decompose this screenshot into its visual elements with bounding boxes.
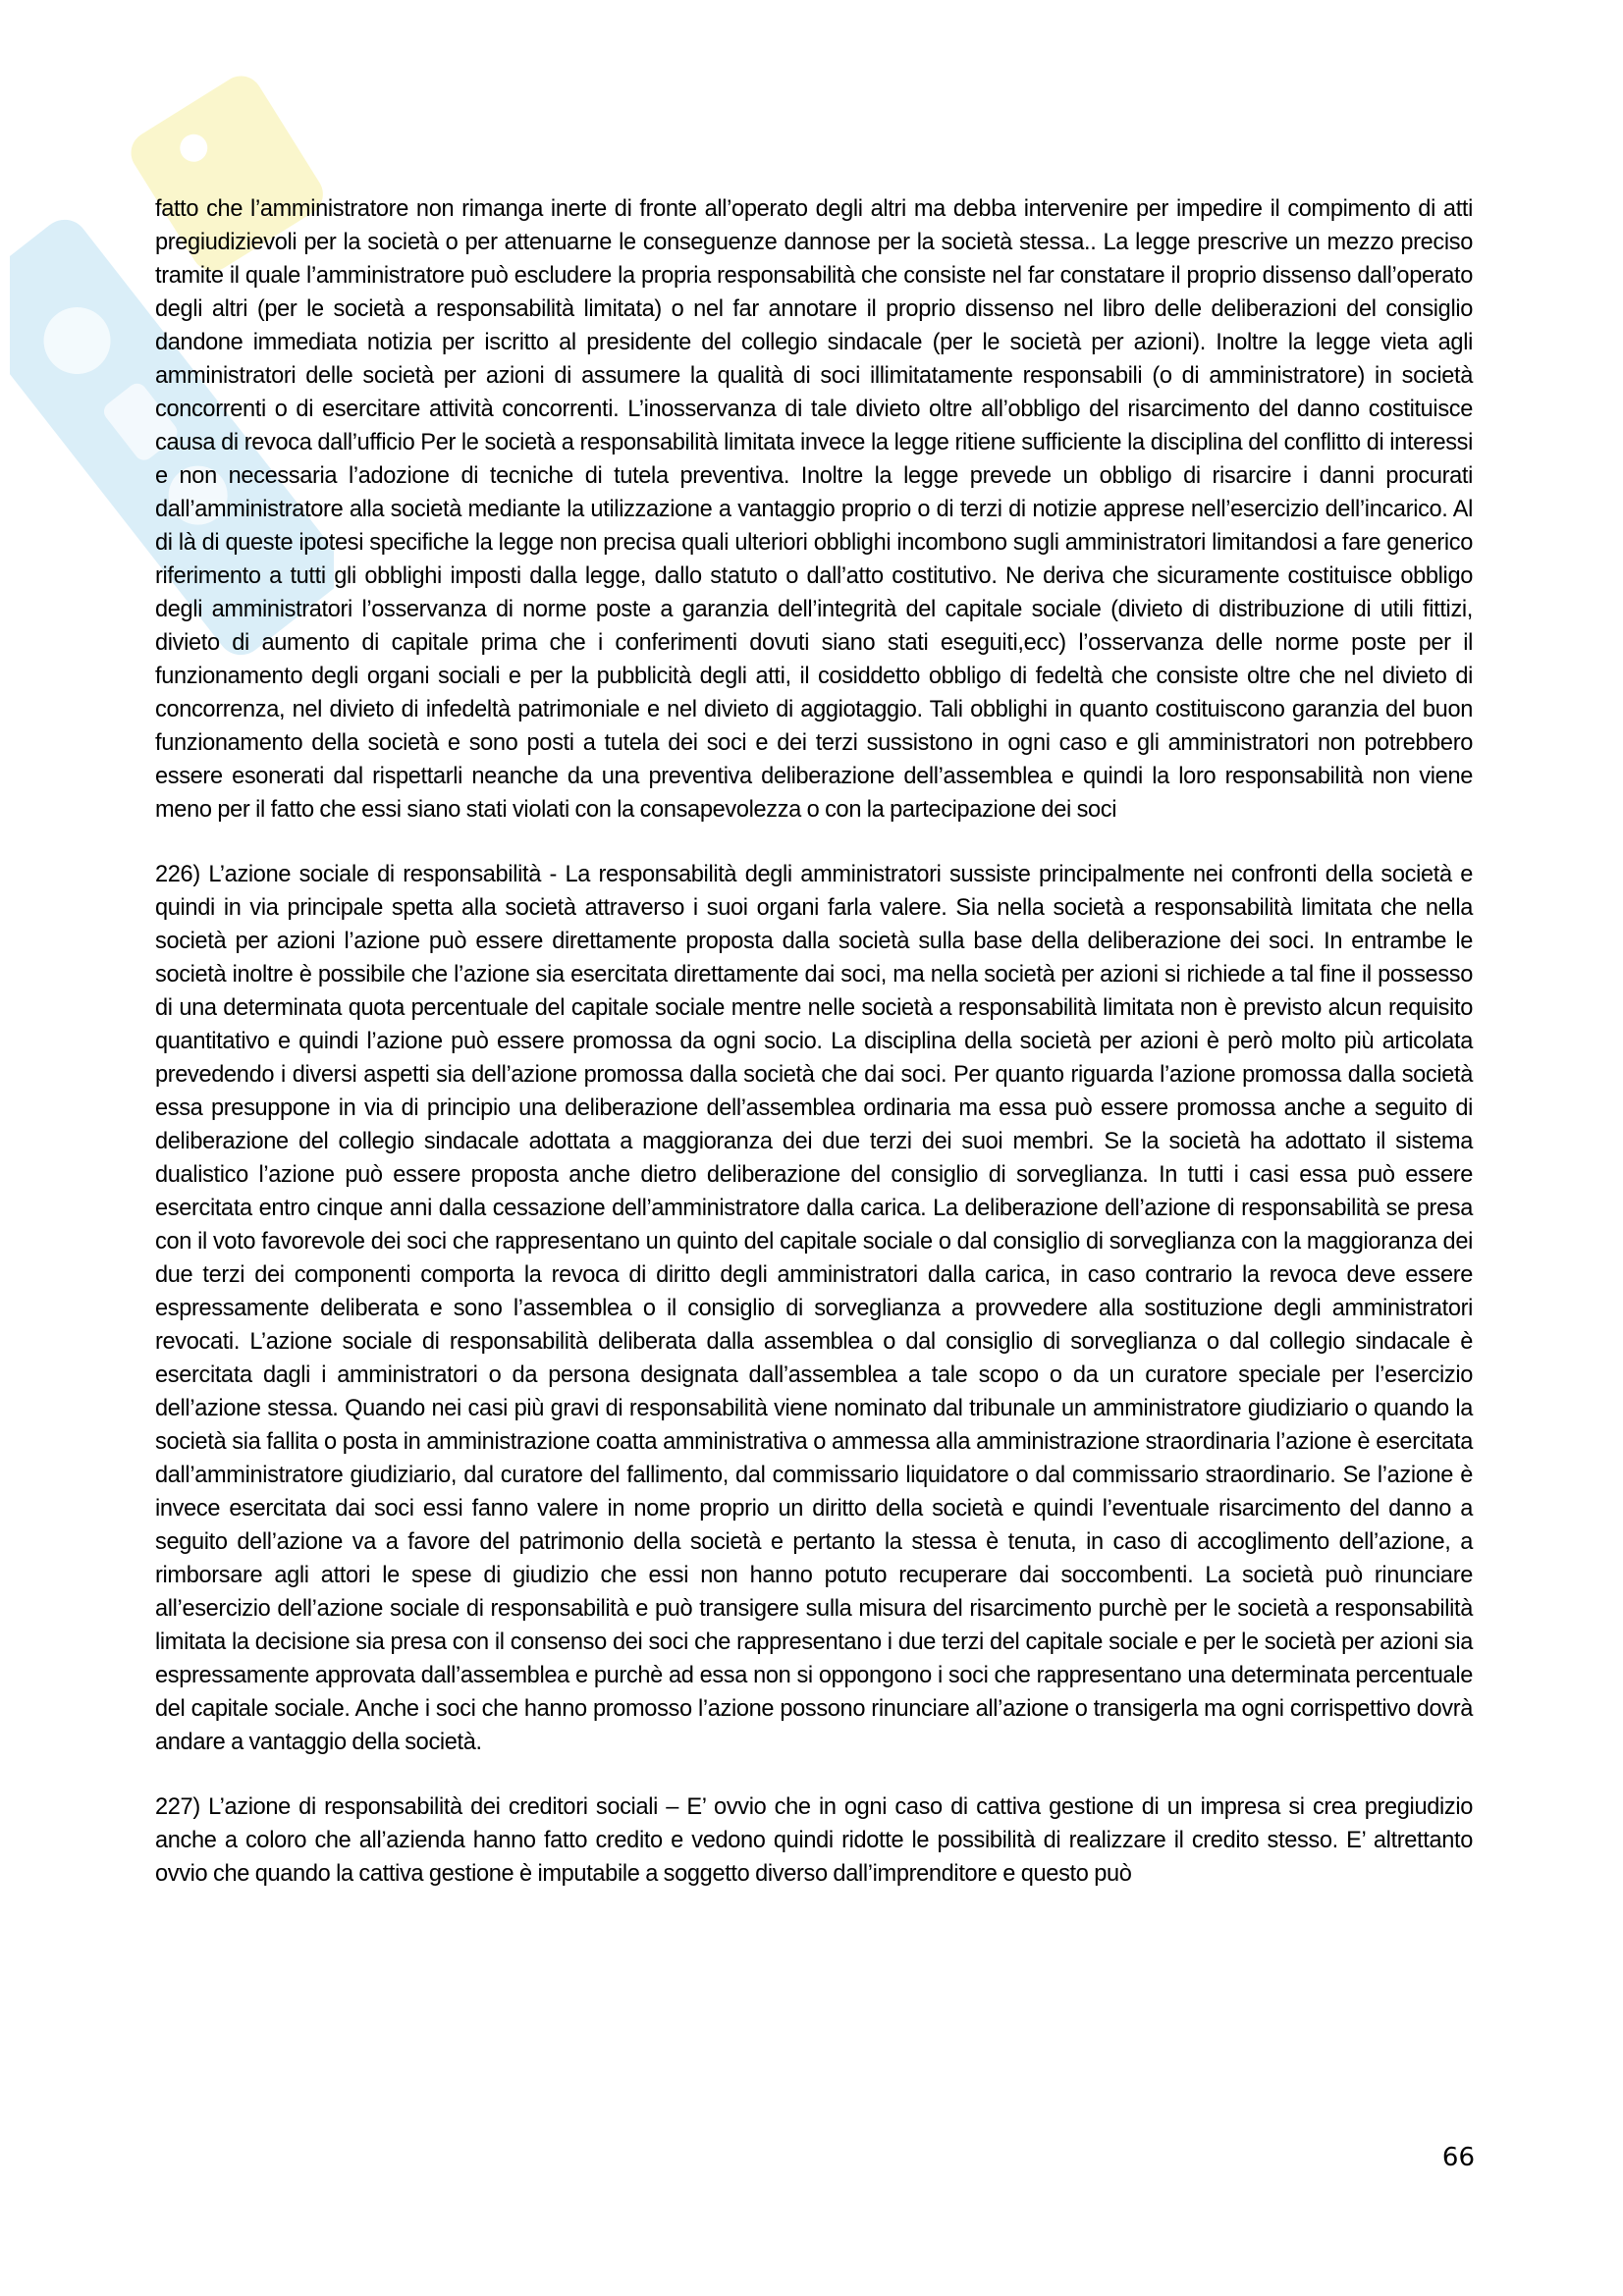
page-number: 66 [1441, 2143, 1475, 2172]
paragraph-azione-creditori-sociali: 227) L’azione di responsabilità dei creditori sociali – E’ ovvio che in ogni caso di cattiva gestione di un impresa si crea pregiudizio anche a coloro che all’azienda hanno fatto credito e vedono quindi ridotte le possibilità di realizzare il credito stesso. E’ altrettanto ovvio che quando la cattiva gestione è imputabile a soggetto diverso dall’imprenditore e questo può [155, 1794, 1473, 1887]
document-body [155, 192, 1473, 1922]
paragraph-obblighi-amministratori: fatto che l’amministratore non rimanga inerte di fronte all’operato degli altri ma debba intervenire per impedire il compimento di atti pregiudizievoli per la società o per attenuarne le conseguenze dannose per la società stessa.. La legge prescrive un mezzo preciso tramite il quale l’amministratore può escludere la propria responsabilità che consiste nel far constatare il proprio dissenso dall’operato degli altri (per le società a responsabilità limitata) o nel far annotare il proprio dissenso nel libro delle deliberazioni del consiglio dandone immediata notizia per iscritto al presidente del collegio sindacale (per le società per azioni). Inoltre la legge vieta agli amministratori delle società per azioni di assumere la qualità di soci illimitatamente responsabili (o di amministratore) in società concorrenti o di esercitare attività concorrenti. L’inosservanza di tale divieto oltre all’obbligo del risarcimento del danno costituisce causa di revoca dall’ufficio Per le società a responsabilità limitata invece la legge ritiene sufficiente la disciplina del conflitto di interessi e non necessaria l’adozione di tecniche di tutela preventiva. Inoltre la legge prevede un obbligo di risarcire i danni procurati dall’amministratore alla società mediante la utilizzazione a vantaggio proprio o di terzi di notizie apprese nell’esercizio dell’incarico. Al di là di queste ipotesi specifiche la legge non precisa quali ulteriori obblighi incombono sugli amministratori limitandosi a fare generico riferimento a tutti gli obblighi imposti dalla legge, dallo statuto o dall’atto costitutivo. Ne deriva che sicuramente costituisce obbligo degli amministratori l’osservanza di norme poste a garanzia dell’integrità del capitale sociale (divieto di distribuzione di utili fittizi, divieto di aumento di capitale prima che i conferimenti dovuti siano stati eseguiti,ecc) l’osservanza delle norme poste per il funzionamento degli organi sociali e per la pubblicità degli atti, il cosiddetto obbligo di fedeltà che consiste oltre che nel divieto di concorrenza, nel divieto di infedeltà patrimoniale e nel divieto di aggiotaggio. Tali obblighi in quanto costituiscono garanzia del buon funzionamento della società e sono posti a tutela dei soci e dei terzi sussistono in ogni caso e gli amministratori non potrebbero essere esonerati dal rispettarli neanche da una preventiva deliberazione dell’assemblea e quindi la loro responsabilità non viene meno per il fatto che essi siano stati violati con la consapevolezza o con la partecipazione dei soci [155, 196, 1473, 823]
paragraph-azione-sociale-responsabilita: 226) L’azione sociale di responsabilità - La responsabilità degli amministratori sussiste principalmente nei confronti della società e quindi in via principale spetta alla società attraverso i suoi organi farla valere. Sia nella società a responsabilità limitata che nella società per azioni l’azione può essere direttamente proposta dalla società sulla base della deliberazione dei soci. In entrambe le società inoltre è possibile che l’azione sia esercitata direttamente dai soci, ma nella società per azioni si richiede a tal fine il possesso di una determinata quota percentuale del capitale sociale mentre nelle società a responsabilità limitata non è previsto alcun requisito quantitativo e quindi l’azione può essere promossa da ogni socio. La disciplina della società per azioni è però molto più articolata prevedendo i diversi aspetti sia dell’azione promossa dalla società che dai soci. Per quanto riguarda l’azione promossa dalla società essa presuppone in via di principio una deliberazione dell’assemblea ordinaria ma essa può essere promossa anche a seguito di deliberazione del collegio sindacale adottata a maggioranza dei due terzi dei suoi membri. Se la società ha adottato il sistema dualistico l’azione può essere proposta anche dietro deliberazione del consiglio di sorveglianza. In tutti i casi essa può essere esercitata entro cinque anni dalla cessazione dell’amministratore dalla carica. La deliberazione dell’azione di responsabilità se presa con il voto favorevole dei soci che rappresentano un quinto del capitale sociale o dal consiglio di sorveglianza con la maggioranza dei due terzi dei componenti comporta la revoca di diritto degli amministratori dalla carica, in caso contrario la revoca deve essere espressamente deliberata e sono l’assemblea o il consiglio di sorveglianza a provvedere alla sostituzione degli amministratori revocati. L’azione sociale di responsabilità deliberata dalla assemblea o dal consiglio di sorveglianza o dal collegio sindacale è esercitata dagli i amministratori o da persona designata dall’assemblea a tale scopo o da un curatore speciale per l’esercizio dell’azione stessa. Quando nei casi più gravi di responsabilità viene nominato dal tribunale un amministratore giudiziario o quando la società sia fallita o posta in amministrazione coatta amministrativa o ammessa alla amministrazione straordinaria l’azione è esercitata dall’amministratore giudiziario, dal curatore del fallimento, dal commissario liquidatore o dal commissario straordinario. Se l’azione è invece esercitata dai soci essi fanno valere in nome proprio un diritto della società e quindi l’eventuale risarcimento del danno a seguito dell’azione va a favore del patrimonio della società e pertanto la stessa è tenuta, in caso di accoglimento dell’azione, a rimborsare agli attori le spese di giudizio che essi non hanno potuto recuperare dai soccombenti. La società può rinunciare all’esercizio dell’azione sociale di responsabilità e può transigere sulla misura del risarcimento purchè per le società a responsabilità limitata la decisione sia presa con il consenso dei soci che rappresentano i due terzi del capitale sociale e per le società per azioni sia espressamente approvata dall’assemblea e purchè ad essa non si oppongono i soci che rappresentano una determinata percentuale del capitale sociale. Anche i soci che hanno promosso l’azione possono rinunciare all’azione o transigerla ma ogni corrispettivo dovrà andare a vantaggio della società. [155, 862, 1473, 1755]
